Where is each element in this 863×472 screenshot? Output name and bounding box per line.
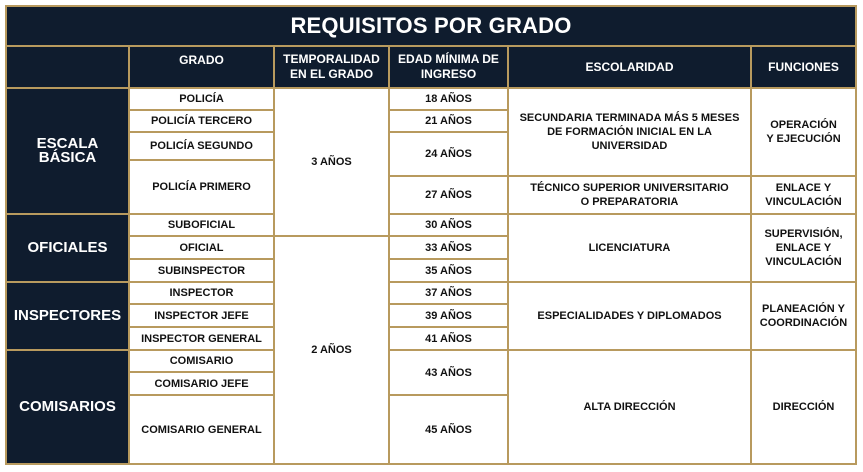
group-comisarios: COMISARIOS [7,351,128,463]
header-funciones: FUNCIONES [752,47,855,87]
grado-cell: OFICIAL [130,237,273,258]
funciones-cell: ENLACE Y VINCULACIÓN [752,177,855,213]
temporalidad-cell: 3 AÑOS [275,89,388,235]
grado-cell: INSPECTOR JEFE [130,305,273,326]
funciones-cell: PLANEACIÓN Y COORDINACIÓN [752,283,855,349]
funciones-cell: DIRECCIÓN [752,351,855,463]
header-group-blank [7,47,128,87]
grado-cell: POLICÍA PRIMERO [130,161,273,213]
grado-cell: POLICÍA TERCERO [130,111,273,131]
escolaridad-cell: TÉCNICO SUPERIOR UNIVERSITARIO O PREPARATORIA [509,177,750,213]
requirements-table [5,5,857,465]
edad-cell: 45 AÑOS [390,396,507,463]
escolaridad-cell: ESPECIALIDADES Y DIPLOMADOS [509,283,750,349]
edad-cell: 18 AÑOS [390,89,507,109]
edad-cell: 41 AÑOS [390,328,507,349]
group-escala-basica: ESCALA BÁSICA [7,89,128,213]
grado-cell: POLICÍA [130,89,273,109]
table-title: REQUISITOS POR GRADO [7,7,855,45]
escolaridad-cell: ALTA DIRECCIÓN [509,351,750,463]
grado-cell: SUBOFICIAL [130,215,273,235]
grado-cell: SUBINSPECTOR [130,260,273,281]
header-grado: GRADO [130,47,273,87]
edad-cell: 21 AÑOS [390,111,507,131]
funciones-cell: OPERACIÓN Y EJECUCIÓN [752,89,855,175]
edad-cell: 24 AÑOS [390,133,507,175]
grado-cell: POLICÍA SEGUNDO [130,133,273,159]
edad-cell: 37 AÑOS [390,283,507,303]
group-oficiales: OFICIALES [7,215,128,281]
grado-cell: COMISARIO JEFE [130,373,273,394]
grado-cell: INSPECTOR [130,283,273,303]
temporalidad-cell: 2 AÑOS [275,237,388,463]
edad-cell: 30 AÑOS [390,215,507,235]
edad-cell: 33 AÑOS [390,237,507,258]
grado-cell: COMISARIO GENERAL [130,396,273,463]
group-inspectores: INSPECTORES [7,283,128,349]
edad-cell: 39 AÑOS [390,305,507,326]
header-escolaridad: ESCOLARIDAD [509,47,750,87]
edad-cell: 35 AÑOS [390,260,507,281]
grado-cell: COMISARIO [130,351,273,371]
header-edad-minima: EDAD MÍNIMA DE INGRESO [390,47,507,87]
header-temporalidad: TEMPORALIDAD EN EL GRADO [275,47,388,87]
escolaridad-cell: SECUNDARIA TERMINADA MÁS 5 MESES DE FORMACIÓN INICIAL EN LA UNIVERSIDAD [509,89,750,175]
grado-cell: INSPECTOR GENERAL [130,328,273,349]
funciones-cell: SUPERVISIÓN, ENLACE Y VINCULACIÓN [752,215,855,281]
escolaridad-cell: LICENCIATURA [509,215,750,281]
edad-cell: 27 AÑOS [390,177,507,213]
edad-cell: 43 AÑOS [390,351,507,394]
